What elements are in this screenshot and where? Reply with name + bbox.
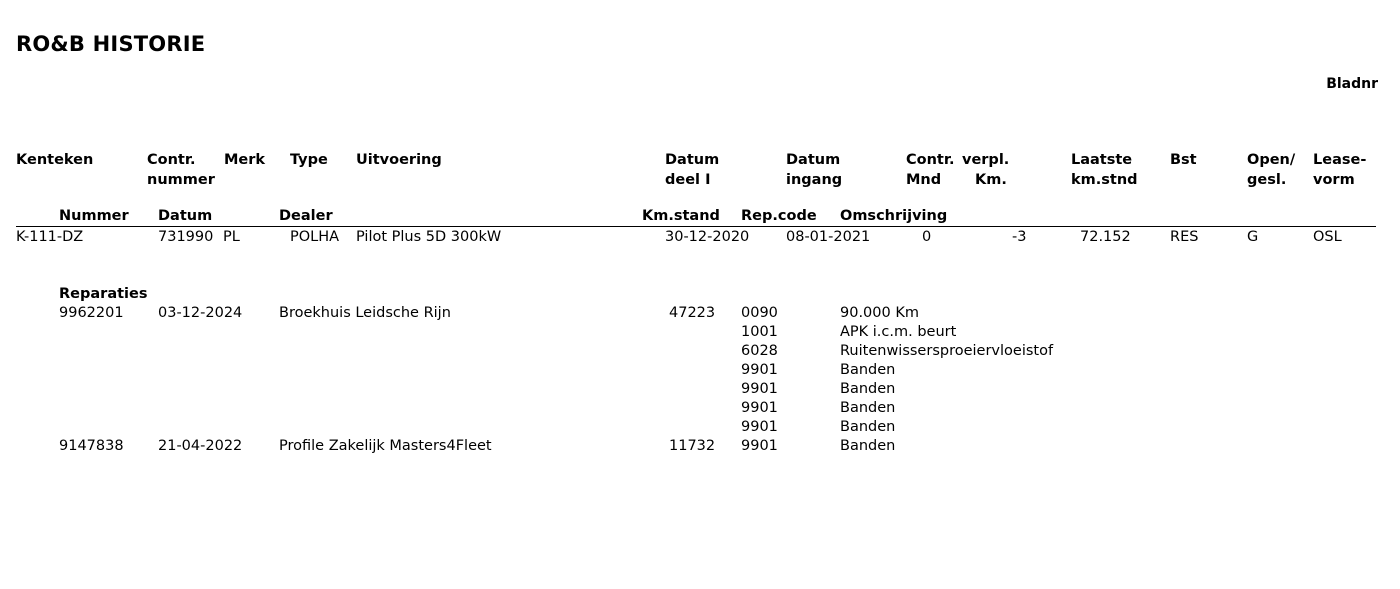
repair-nummer: 9962201	[59, 305, 124, 321]
subheader-omschrijving: Omschrijving	[840, 208, 948, 224]
repair-line-code: 9901	[741, 419, 778, 435]
header-open-gesloten: Open/ gesl.	[1247, 152, 1296, 188]
vehicle-contract: 731990	[158, 229, 214, 245]
header-contract-maanden: Contr. Mnd	[906, 152, 955, 188]
vehicle-laatste-kmstand: 72.152	[1080, 229, 1131, 245]
vehicle-type: POLHA	[290, 229, 340, 245]
repair-line-description: Banden	[840, 381, 896, 397]
repair-line-code: 9901	[741, 381, 778, 397]
repair-line-code: 1001	[741, 324, 778, 340]
header-verplichte-km: verpl. Km.	[962, 152, 1010, 188]
repair-kmstand: 11732	[669, 438, 716, 454]
repair-line-code: 6028	[741, 343, 778, 359]
repair-line-code: 0090	[741, 305, 778, 321]
repair-kmstand: 47223	[669, 305, 716, 321]
repair-line-code: 9901	[741, 400, 778, 416]
repair-datum: 21-04-2022	[158, 438, 243, 454]
header-lease-vorm: Lease- vorm	[1313, 152, 1367, 188]
repair-line-description: 90.000 Km	[840, 305, 919, 321]
repair-line-description: Banden	[840, 419, 896, 435]
subheader-dealer: Dealer	[279, 208, 333, 224]
header-laatste-kmstand: Laatste km.stnd	[1071, 152, 1138, 188]
vehicle-datum-deel: 30-12-2020	[665, 229, 750, 245]
repair-line-description: APK i.c.m. beurt	[840, 324, 957, 340]
repair-line-code: 9901	[741, 362, 778, 378]
header-contract-nummer: Contr. nummer	[147, 152, 215, 188]
repair-line-description: Banden	[840, 438, 896, 454]
subheader-kmstand: Km.stand	[642, 208, 720, 224]
subheader-datum: Datum	[158, 208, 213, 224]
repair-nummer: 9147838	[59, 438, 124, 454]
header-merk: Merk	[224, 152, 266, 168]
header-datum-deel: Datum deel I	[665, 152, 720, 188]
header-type: Type	[290, 152, 328, 168]
vehicle-datum-ingang: 08-01-2021	[786, 229, 871, 245]
subheader-repcode: Rep.code	[741, 208, 817, 224]
vehicle-open-gesloten: G	[1247, 229, 1259, 245]
vehicle-merk: PL	[223, 229, 240, 245]
repairs-section-label: Reparaties	[59, 286, 148, 302]
repair-line-description: Ruitenwissersproeiervloeistof	[840, 343, 1054, 359]
header-datum-ingang: Datum ingang	[786, 152, 843, 188]
header-kenteken: Kenteken	[16, 152, 94, 168]
header-uitvoering: Uitvoering	[356, 152, 442, 168]
repair-datum: 03-12-2024	[158, 305, 243, 321]
repair-line-description: Banden	[840, 362, 896, 378]
repair-line-code: 9901	[741, 438, 778, 454]
subheader-nummer: Nummer	[59, 208, 129, 224]
page-number-label: Bladnr	[1326, 76, 1378, 92]
header-divider	[16, 226, 1376, 227]
vehicle-bst: RES	[1170, 229, 1199, 245]
repair-line-description: Banden	[840, 400, 896, 416]
vehicle-uitvoering: Pilot Plus 5D 300kW	[356, 229, 502, 245]
repair-dealer: Broekhuis Leidsche Rijn	[279, 305, 451, 321]
header-bst: Bst	[1170, 152, 1197, 168]
repair-dealer: Profile Zakelijk Masters4Fleet	[279, 438, 492, 454]
vehicle-kenteken: K-111-DZ	[16, 229, 84, 245]
vehicle-contract-maanden: 0	[922, 229, 932, 245]
vehicle-verplichte-km: -3	[1012, 229, 1027, 245]
report-title: RO&B HISTORIE	[16, 32, 206, 56]
vehicle-lease-vorm: OSL	[1313, 229, 1342, 245]
